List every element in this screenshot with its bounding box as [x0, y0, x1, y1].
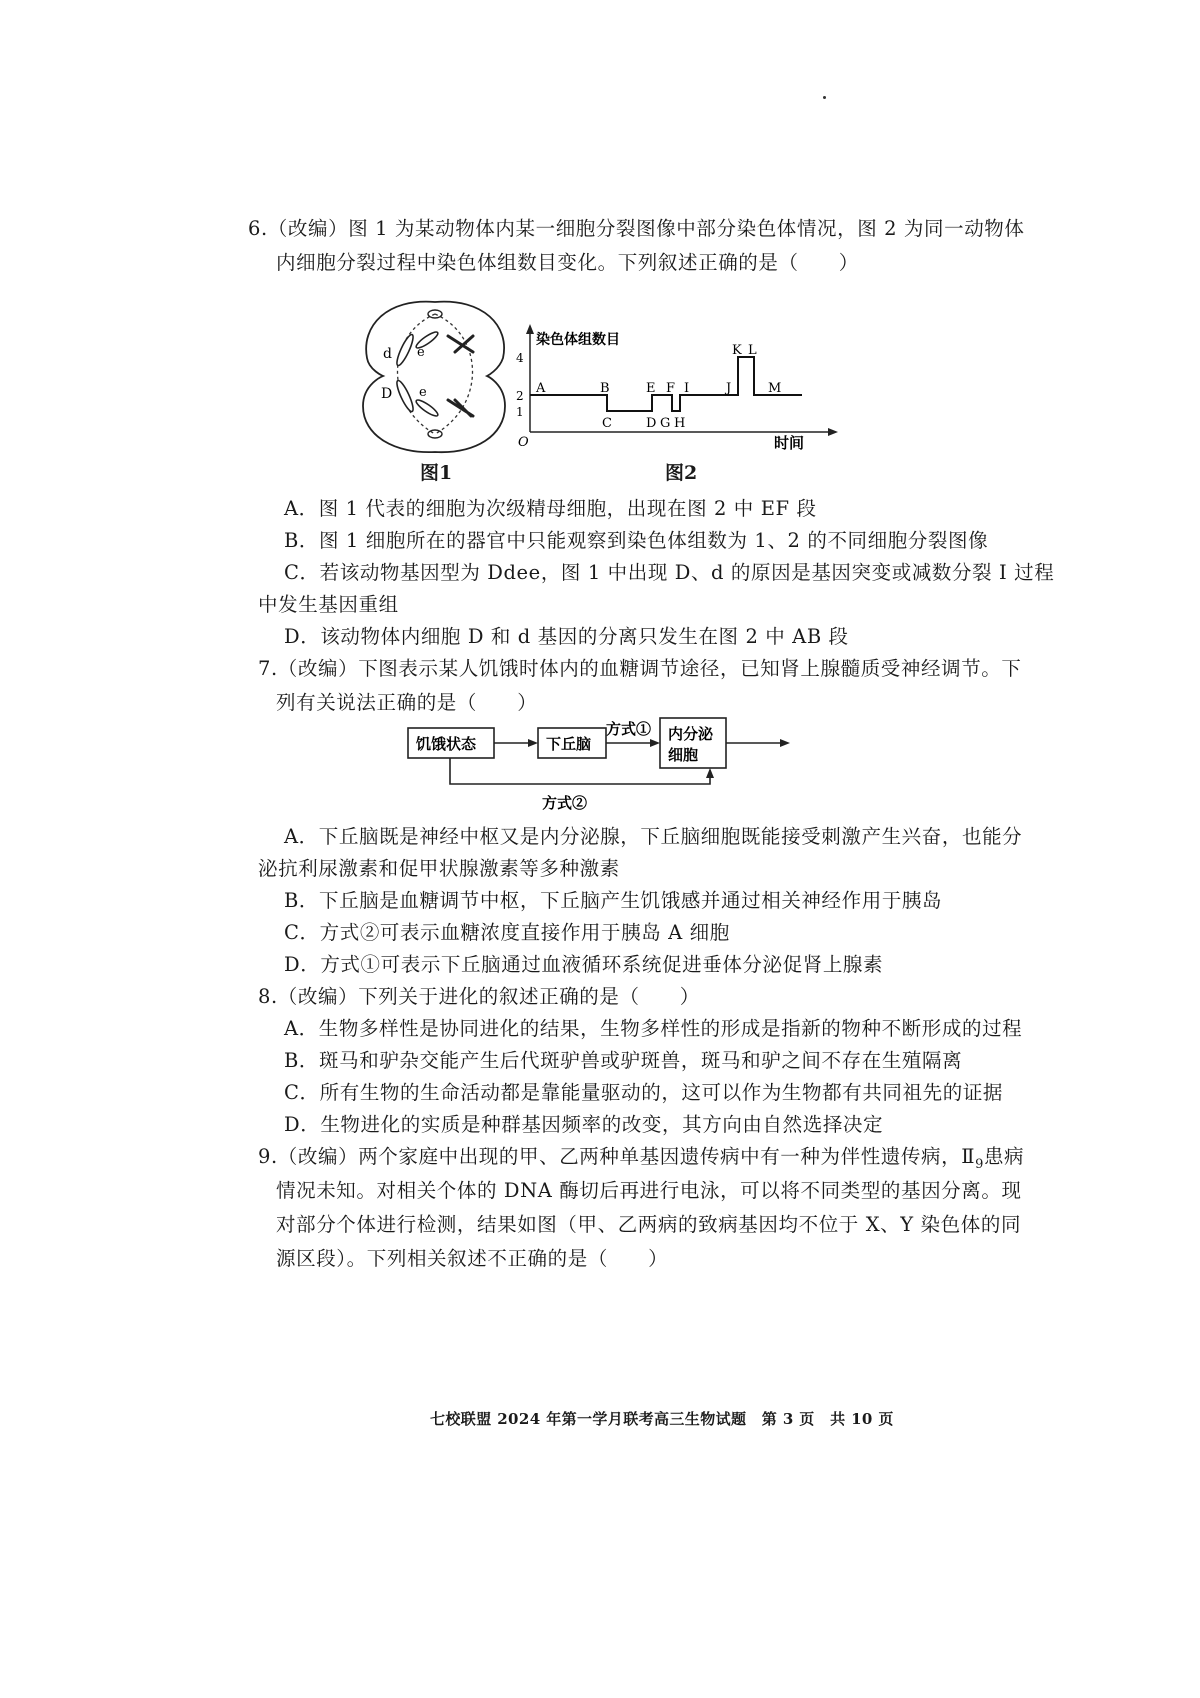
y-axis-arrow	[526, 324, 534, 334]
point-C: C	[602, 416, 612, 431]
q8-stem: 8.（改编）下列关于进化的叙述正确的是（ ）	[258, 985, 700, 1008]
q9-stem-line1-b: 患病	[983, 1145, 1025, 1168]
q7-option-c: C．方式②可表示血糖浓度直接作用于胰岛 A 细胞	[284, 921, 730, 944]
page-footer: 七校联盟 2024 年第一学月联考高三生物试题 第 3 页 共 10 页	[430, 1410, 894, 1428]
q8-option-a: A．生物多样性是协同进化的结果，生物多样性的形成是指新的物种不断形成的过程	[284, 1017, 1023, 1040]
q7-option-a-line1: A．下丘脑既是神经中枢又是内分泌腺，下丘脑细胞既能接受刺激产生兴奋，也能分	[284, 825, 1023, 848]
point-F: F	[666, 381, 676, 396]
q9-stem-line4: 源区段）。下列相关叙述不正确的是（ ）	[276, 1247, 669, 1270]
label-D: D	[381, 386, 393, 402]
y-tick-4: 4	[516, 351, 524, 365]
q6-option-c-line1: C．若该动物基因型为 Ddee，图 1 中出现 D、d 的原因是基因突变或减数分裂 I 过程	[284, 561, 1055, 584]
scan-speck	[823, 96, 826, 99]
centriole-bottom	[428, 430, 442, 438]
chromosome-e-bottom	[414, 398, 439, 419]
chromosome-top-right	[448, 336, 473, 352]
origin-label: O	[518, 435, 529, 450]
point-B: B	[600, 381, 610, 396]
q7-option-d: D．方式①可表示下丘脑通过血液循环系统促进垂体分泌促肾上腺素	[284, 953, 884, 976]
point-E: E	[646, 381, 656, 396]
x-axis-label: 时间	[774, 434, 805, 452]
arrow-1-head	[528, 739, 538, 747]
chromosome-bottom-right	[448, 400, 473, 416]
chromosome-d	[394, 333, 416, 367]
point-G: G	[660, 416, 671, 431]
q7-option-a-line2: 泌抗利尿激素和促甲状腺激素等多种激素	[258, 857, 620, 880]
q8-option-b: B．斑马和驴杂交能产生后代斑驴兽或驴斑兽，斑马和驴之间不存在生殖隔离	[284, 1049, 963, 1072]
q9-stem-line1-a: 9.（改编）两个家庭中出现的甲、乙两种单基因遗传病中有一种为伴性遗传病，Ⅱ	[258, 1145, 976, 1168]
box-endocrine-line1: 内分泌	[668, 725, 714, 743]
y-tick-2: 2	[516, 389, 524, 403]
q9-subscript: 9	[975, 1156, 984, 1172]
y-axis-label: 染色体组数目	[536, 332, 620, 348]
q7-option-b: B．下丘脑是血糖调节中枢，下丘脑产生饥饿感并通过相关神经作用于胰岛	[284, 889, 943, 912]
point-K: K	[732, 343, 742, 358]
q6-stem-line1: 6.（改编）图 1 为某动物体内某一细胞分裂图像中部分染色体情况，图 2 为同一动物体	[248, 217, 1025, 240]
way-2-label: 方式②	[542, 794, 588, 812]
point-J: J	[726, 381, 732, 396]
chromosome-D	[394, 379, 416, 413]
x-axis-arrow	[828, 428, 838, 436]
arrow-output-head	[780, 739, 790, 747]
label-d: d	[383, 346, 392, 362]
way-1-label: 方式①	[606, 720, 652, 738]
point-L: L	[748, 343, 757, 358]
figure-2-step-graph	[512, 322, 842, 457]
box-hypothalamus-label: 下丘脑	[546, 735, 592, 753]
figure-1-caption: 图1	[420, 462, 453, 484]
way-2-arrow-head	[706, 768, 714, 778]
q6-option-c-line2: 中发生基因重组	[258, 593, 399, 616]
figure-2-caption: 图2	[665, 462, 698, 484]
point-I: I	[684, 381, 690, 396]
q7-stem-line1: 7.（改编）下图表示某人饥饿时体内的血糖调节途径，已知肾上腺髓质受神经调节。下	[258, 657, 1022, 680]
q8-option-d: D．生物进化的实质是种群基因频率的改变，其方向由自然选择决定	[284, 1113, 884, 1136]
figure-1-cell-division	[355, 296, 515, 456]
q9-stem-line2: 情况未知。对相关个体的 DNA 酶切后再进行电泳，可以将不同类型的基因分离。现	[276, 1179, 1022, 1202]
point-M: M	[768, 381, 782, 396]
box-endocrine-line2: 细胞	[668, 746, 699, 764]
q6-option-d: D．该动物体内细胞 D 和 d 基因的分离只发生在图 2 中 AB 段	[284, 625, 849, 648]
q7-regulation-diagram	[400, 712, 800, 816]
arrow-2-head	[650, 739, 660, 747]
q6-option-a: A．图 1 代表的细胞为次级精母细胞，出现在图 2 中 EF 段	[284, 497, 817, 520]
q9-stem-line3: 对部分个体进行检测，结果如图（甲、乙两病的致病基因均不位于 X、Y 染色体的同	[276, 1213, 1022, 1236]
q7-stem-line2: 列有关说法正确的是（ ）	[276, 691, 538, 714]
point-H: H	[674, 416, 686, 431]
q6-option-b: B．图 1 细胞所在的器官中只能观察到染色体组数为 1、2 的不同细胞分裂图像	[284, 529, 989, 552]
label-e-bottom: e	[419, 385, 427, 400]
q8-option-c: C．所有生物的生命活动都是靠能量驱动的，这可以作为生物都有共同祖先的证据	[284, 1081, 1004, 1104]
point-A: A	[536, 381, 546, 396]
q6-stem-line2: 内细胞分裂过程中染色体组数目变化。下列叙述正确的是（ ）	[276, 251, 859, 274]
label-e-top: e	[417, 345, 425, 360]
y-tick-1: 1	[516, 405, 524, 419]
box-hunger-state-label: 饥饿状态	[416, 735, 477, 753]
point-D: D	[646, 416, 657, 431]
